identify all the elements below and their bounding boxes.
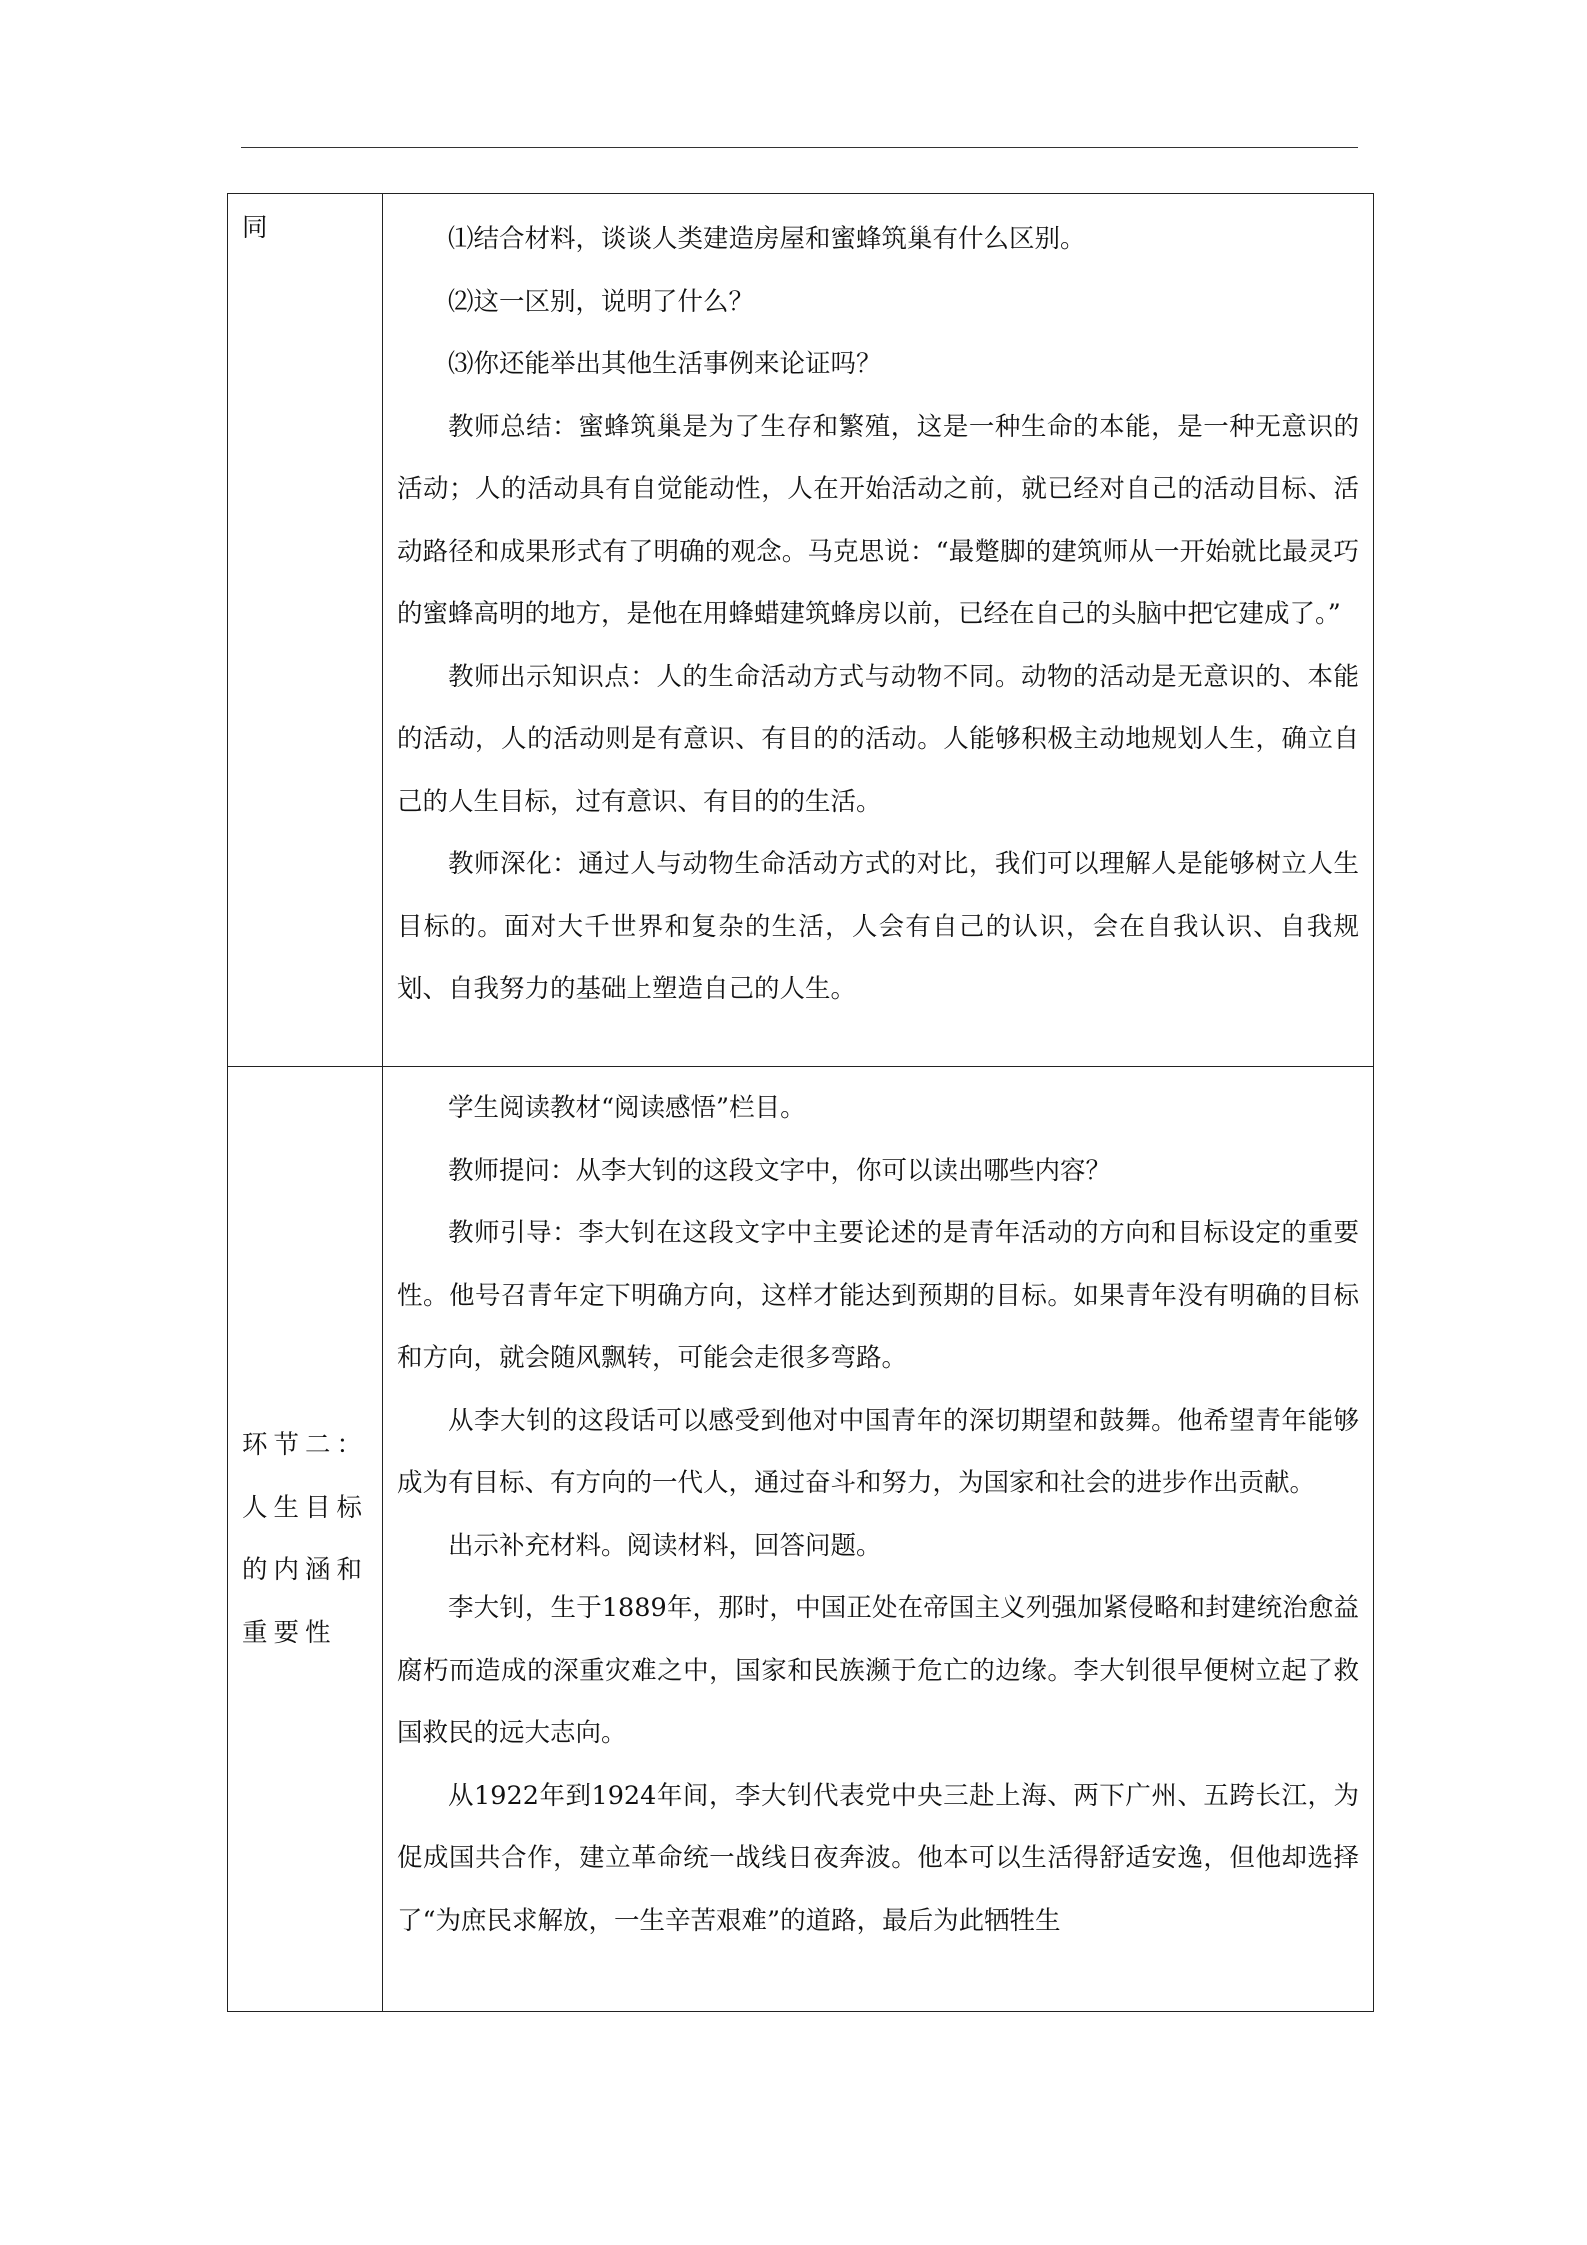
stage-label-line: 的内涵和 bbox=[242, 1555, 369, 1585]
question-3: ⑶你还能举出其他生活事例来论证吗？ bbox=[448, 349, 882, 379]
header-rule bbox=[241, 147, 1358, 148]
teacher-summary: 教师总结：蜜蜂筑巢是为了生存和繁殖，这是一种生命的本能，是一种无意识的活动；人的活动具有自觉能动性，人在开始活动之前，就已经对自己的活动目标、活动路径和成果形式有了明确的观念。马克思说：“最蹩脚的建筑师从一开始就比最灵巧的蜜蜂高明的地方，是他在用蜂蜡建筑蜂房以前，已经在自己的头脑中把它建成了。” bbox=[397, 411, 1359, 629]
teacher-question: 教师提问：从李大钊的这段文字中，你可以读出哪些内容？ bbox=[448, 1155, 1112, 1186]
question-2: ⑵这一区别，说明了什么？ bbox=[448, 286, 755, 317]
material-paragraph: 从1922年到1924年间，李大钊代表党中央三赴上海、两下广州、五跨长江，为促成国共合作，建立革命统一战线日夜奔波。他本可以生活得舒适安逸，但他却选择了“为庶民求解放，一生辛苦艰难”的道路，最后为此牺牲生 bbox=[397, 1780, 1359, 1936]
question-1: ⑴结合材料，谈谈人类建造房屋和蜜蜂筑巢有什么区别。 bbox=[448, 224, 1086, 254]
knowledge-point: 教师出示知识点：人的生命活动方式与动物不同。动物的活动是无意识的、本能的活动，人的活动则是有意识、有目的的活动。人能够积极主动地规划人生，确立自己的人生目标，过有意识、有目的的生活。 bbox=[397, 661, 1359, 817]
supplementary-material-prompt: 出示补充材料。阅读材料，回答问题。 bbox=[448, 1530, 882, 1561]
student-reading: 学生阅读教材“阅读感悟”栏目。 bbox=[448, 1093, 806, 1123]
stage-label-cell bbox=[228, 1067, 383, 2012]
stage-label-line: 环节二： bbox=[242, 1430, 369, 1460]
activity-content-cell bbox=[383, 1067, 1374, 2012]
material-paragraph: 李大钊，生于1889年，那时，中国正处在帝国主义列强加紧侵略和封建统治愈益腐朽而造成的深重灾难之中，国家和民族濒于危亡的边缘。李大钊很早便树立起了救国救民的远大志向。 bbox=[397, 1593, 1359, 1748]
reflection-paragraph: 从李大钊的这段话可以感受到他对中国青年的深切期望和鼓舞。他希望青年能够成为有目标、有方向的一代人，通过奋斗和努力，为国家和社会的进步作出贡献。 bbox=[397, 1405, 1359, 1498]
lesson-plan-table bbox=[227, 193, 1374, 2012]
teacher-deepening: 教师深化：通过人与动物生命活动方式的对比，我们可以理解人是能够树立人生目标的。面对大千世界和复杂的生活，人会有自己的认识，会在自我认识、自我规划、自我努力的基础上塑造自己的人生。 bbox=[397, 849, 1359, 1004]
stage-label-line: 重要性 bbox=[242, 1617, 337, 1648]
activity-content-cell bbox=[383, 194, 1374, 1067]
table-row-stage-two bbox=[228, 1067, 1374, 2012]
stage-label: 同 bbox=[242, 213, 268, 243]
table-row-discussion bbox=[228, 194, 1374, 1067]
stage-label-line: 人生目标 bbox=[242, 1492, 369, 1523]
stage-label-cell bbox=[228, 194, 383, 1067]
teacher-guidance: 教师引导：李大钊在这段文字中主要论述的是青年活动的方向和目标设定的重要性。他号召青年定下明确方向，这样才能达到预期的目标。如果青年没有明确的目标和方向，就会随风飘转，可能会走很多弯路。 bbox=[397, 1218, 1359, 1373]
